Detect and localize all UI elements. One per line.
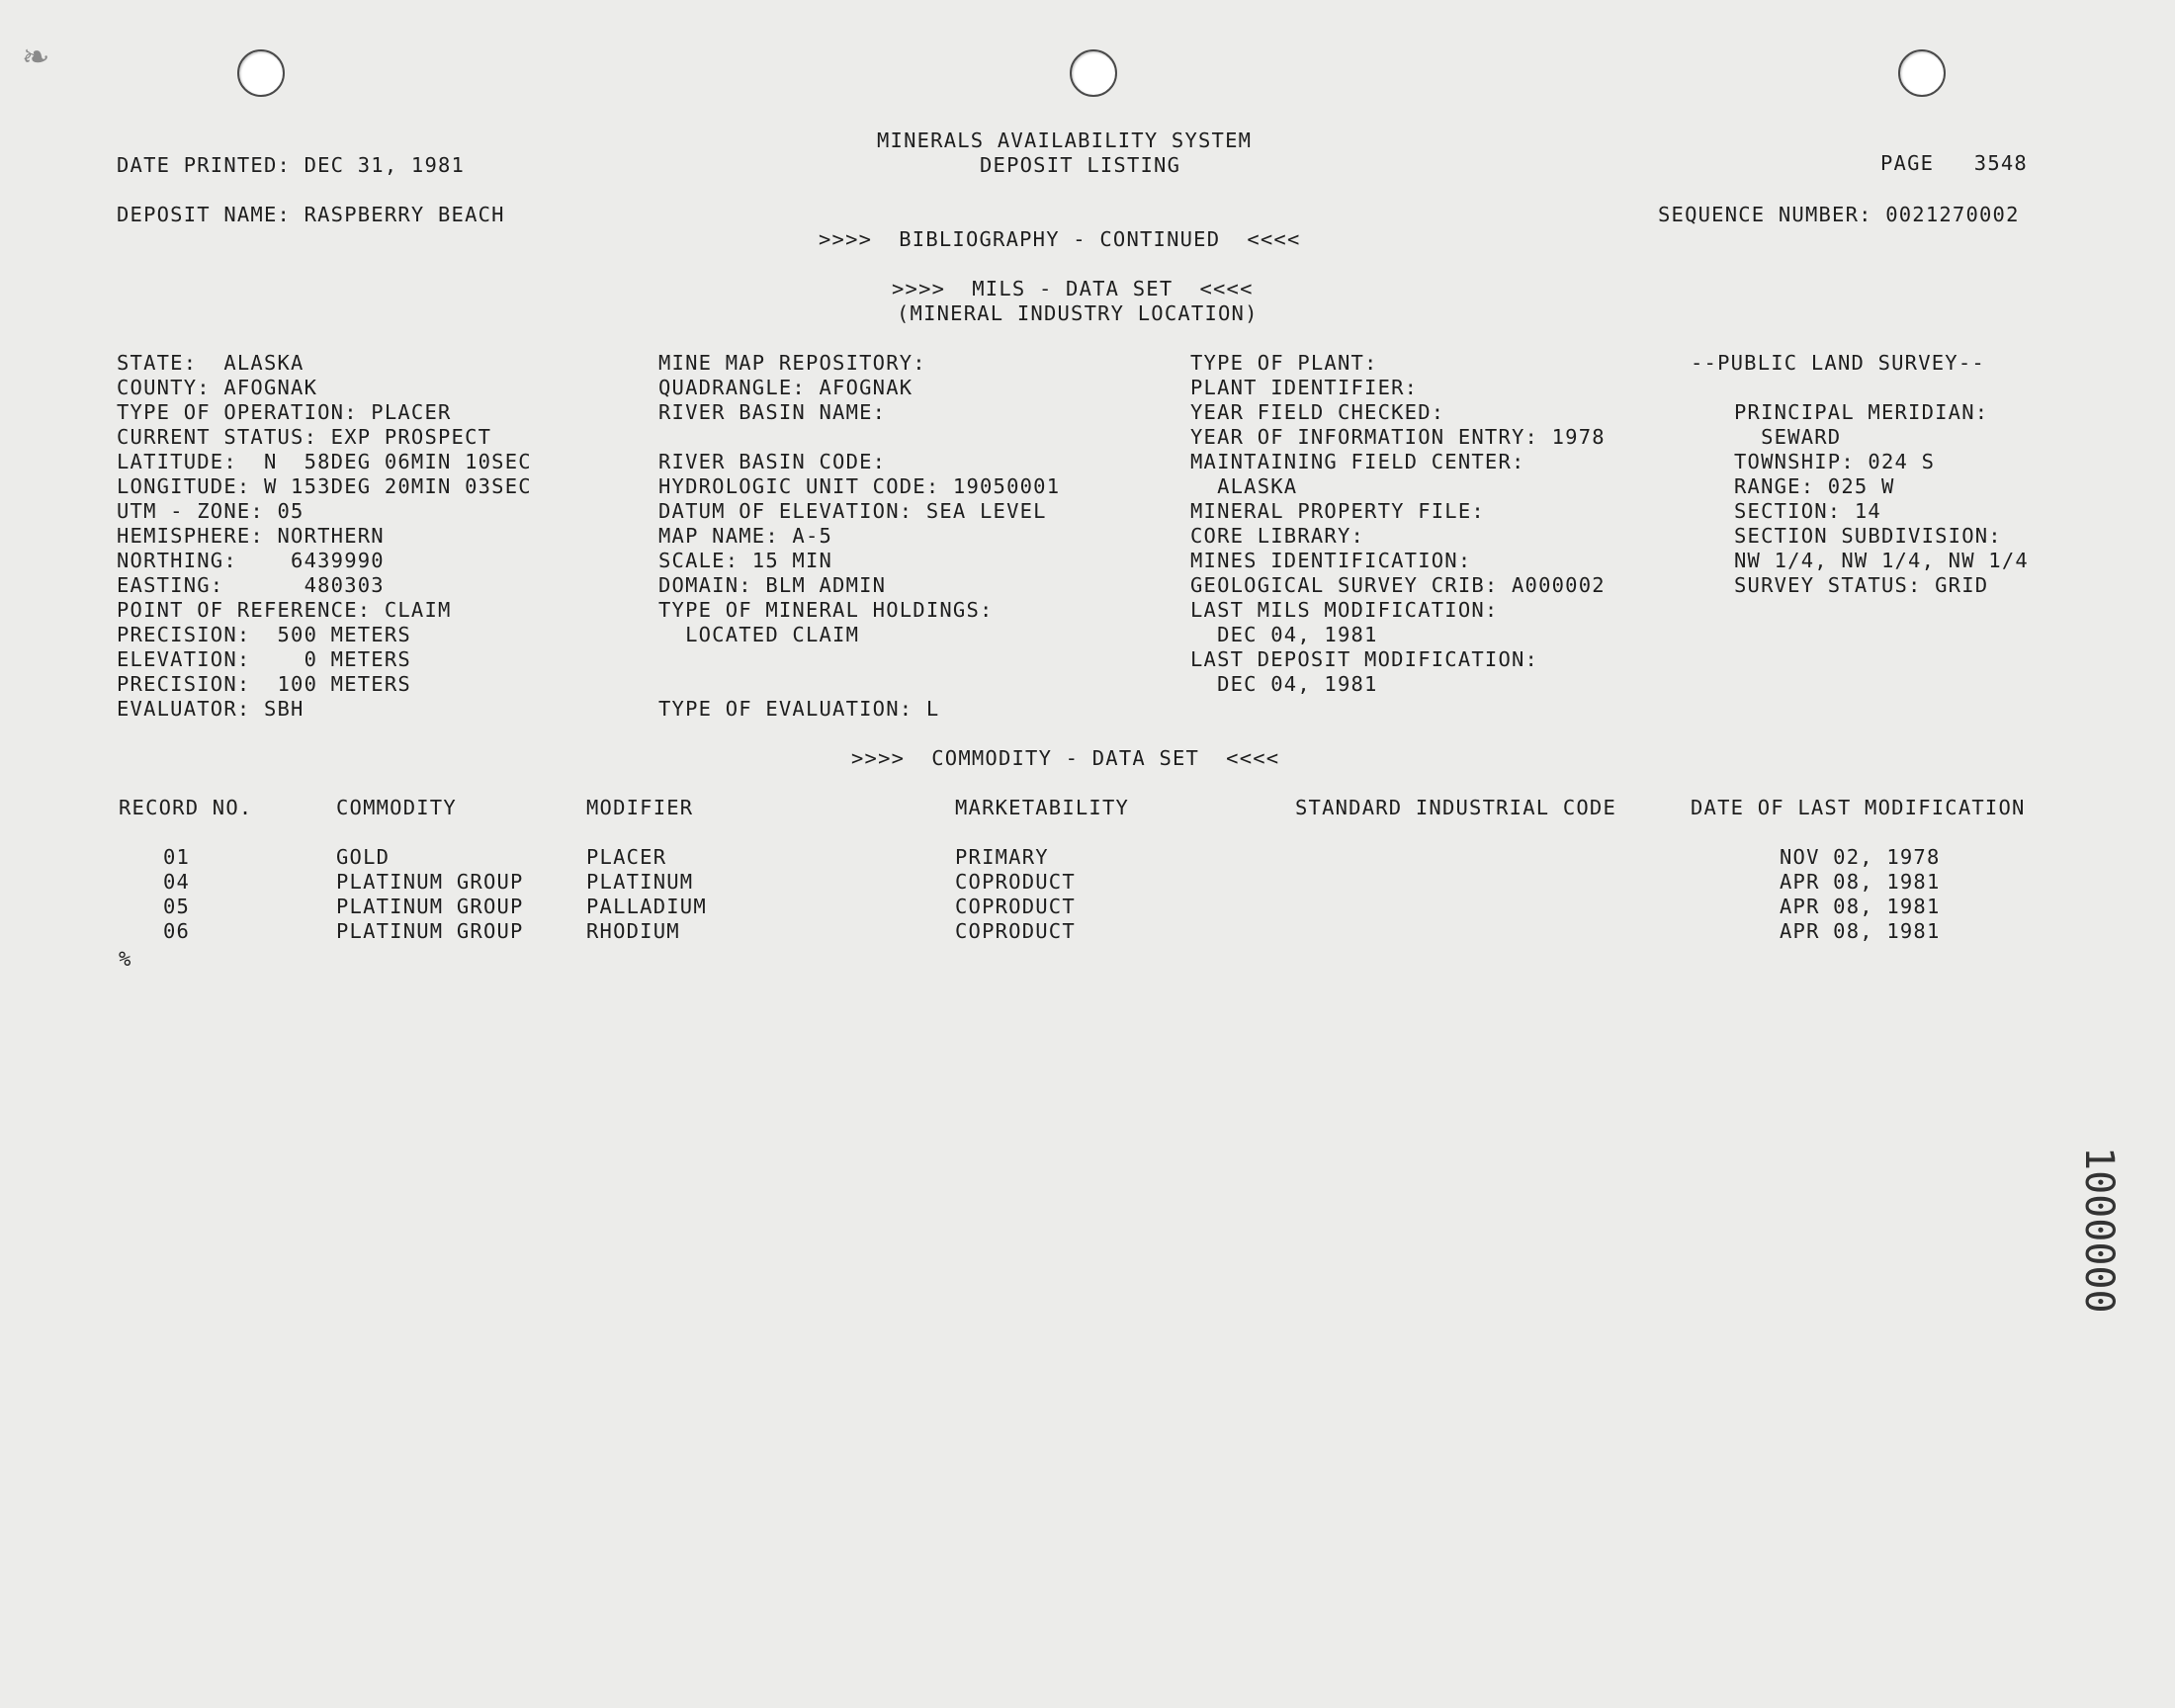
date-cell: APR 08, 1981	[1780, 895, 1941, 918]
field-line: DATUM OF ELEVATION: SEA LEVEL	[658, 499, 1047, 523]
field-line: SURVEY STATUS: GRID	[1734, 573, 1989, 597]
field-line: EVALUATOR: SBH	[117, 697, 304, 721]
record-no: 06	[163, 919, 191, 943]
field-line: NW 1/4, NW 1/4, NW 1/4	[1734, 549, 2029, 572]
marketability-cell: COPRODUCT	[955, 919, 1076, 943]
document-stamp-number	[2071, 1147, 2131, 1315]
corner-scribble-icon: ❧	[22, 38, 50, 77]
commodity-cell: PLATINUM GROUP	[336, 919, 524, 943]
field-line: PLANT IDENTIFIER:	[1190, 376, 1419, 399]
field-line: MINE MAP REPOSITORY:	[658, 351, 926, 375]
date-printed: DATE PRINTED: DEC 31, 1981	[117, 153, 466, 177]
modifier-cell: PALLADIUM	[586, 895, 707, 918]
field-line: LOCATED CLAIM	[658, 623, 860, 646]
column-header: MARKETABILITY	[955, 796, 1130, 819]
field-line: COUNTY: AFOGNAK	[117, 376, 318, 399]
field-line: LAST MILS MODIFICATION:	[1190, 598, 1499, 622]
commodity-cell: PLATINUM GROUP	[336, 870, 524, 894]
page-number: PAGE 3548	[1880, 151, 2028, 175]
field-line: YEAR OF INFORMATION ENTRY: 1978	[1190, 425, 1606, 449]
bibliography-banner: >>>> BIBLIOGRAPHY - CONTINUED <<<<	[819, 227, 1301, 251]
commodity-cell: GOLD	[336, 845, 391, 869]
field-line: SECTION: 14	[1734, 499, 1881, 523]
field-line: EASTING: 480303	[117, 573, 385, 597]
sequence-number: SEQUENCE NUMBER: 0021270002	[1658, 203, 2020, 226]
field-line: CURRENT STATUS: EXP PROSPECT	[117, 425, 492, 449]
field-line: SEWARD	[1734, 425, 1842, 449]
field-line: RIVER BASIN NAME:	[658, 400, 887, 424]
end-mark: %	[119, 947, 132, 971]
mils-subtitle: (MINERAL INDUSTRY LOCATION)	[897, 301, 1259, 325]
field-line: CORE LIBRARY:	[1190, 524, 1365, 548]
field-line: ELEVATION: 0 METERS	[117, 647, 411, 671]
date-cell: APR 08, 1981	[1780, 919, 1941, 943]
field-line: TYPE OF OPERATION: PLACER	[117, 400, 452, 424]
field-line: TOWNSHIP: 024 S	[1734, 450, 1936, 473]
column-header: STANDARD INDUSTRIAL CODE	[1295, 796, 1617, 819]
survey-heading: --PUBLIC LAND SURVEY--	[1691, 351, 1985, 375]
field-line: DEC 04, 1981	[1190, 672, 1378, 696]
field-line: MAP NAME: A-5	[658, 524, 833, 548]
modifier-cell: PLATINUM	[586, 870, 694, 894]
record-no: 01	[163, 845, 191, 869]
marketability-cell: COPRODUCT	[955, 870, 1076, 894]
field-line: MAINTAINING FIELD CENTER:	[1190, 450, 1525, 473]
record-no: 05	[163, 895, 191, 918]
field-line: YEAR FIELD CHECKED:	[1190, 400, 1445, 424]
field-line: DEC 04, 1981	[1190, 623, 1378, 646]
column-header: DATE OF LAST MODIFICATION	[1691, 796, 2026, 819]
listing-title: DEPOSIT LISTING	[980, 153, 1181, 177]
field-line: PRECISION: 100 METERS	[117, 672, 411, 696]
system-title: MINERALS AVAILABILITY SYSTEM	[877, 128, 1253, 152]
field-line: TYPE OF PLANT:	[1190, 351, 1378, 375]
punch-hole-left	[237, 49, 285, 97]
column-header: RECORD NO.	[119, 796, 253, 819]
field-line: PRINCIPAL MERIDIAN:	[1734, 400, 1989, 424]
deposit-name: DEPOSIT NAME: RASPBERRY BEACH	[117, 203, 505, 226]
field-line: QUADRANGLE: AFOGNAK	[658, 376, 914, 399]
field-line: SCALE: 15 MIN	[658, 549, 833, 572]
field-line: UTM - ZONE: 05	[117, 499, 304, 523]
field-line: MINERAL PROPERTY FILE:	[1190, 499, 1485, 523]
field-line: HYDROLOGIC UNIT CODE: 19050001	[658, 474, 1061, 498]
modifier-cell: RHODIUM	[586, 919, 680, 943]
marketability-cell: COPRODUCT	[955, 895, 1076, 918]
modifier-cell: PLACER	[586, 845, 667, 869]
field-line: RIVER BASIN CODE:	[658, 450, 887, 473]
field-line: TYPE OF MINERAL HOLDINGS:	[658, 598, 994, 622]
punch-hole-center	[1070, 49, 1117, 97]
stamp-text: 1000000	[2076, 1147, 2122, 1314]
date-cell: APR 08, 1981	[1780, 870, 1941, 894]
field-line: HEMISPHERE: NORTHERN	[117, 524, 385, 548]
field-line: NORTHING: 6439990	[117, 549, 385, 572]
field-line: DOMAIN: BLM ADMIN	[658, 573, 887, 597]
field-line: STATE: ALASKA	[117, 351, 304, 375]
field-line: RANGE: 025 W	[1734, 474, 1895, 498]
field-line: MINES IDENTIFICATION:	[1190, 549, 1472, 572]
commodity-banner: >>>> COMMODITY - DATA SET <<<<	[851, 746, 1280, 770]
marketability-cell: PRIMARY	[955, 845, 1049, 869]
field-line: ALASKA	[1190, 474, 1298, 498]
field-line: TYPE OF EVALUATION: L	[658, 697, 940, 721]
field-line: LATITUDE: N 58DEG 06MIN 10SEC	[117, 450, 532, 473]
field-line: POINT OF REFERENCE: CLAIM	[117, 598, 452, 622]
field-line: SECTION SUBDIVISION:	[1734, 524, 2002, 548]
mils-banner: >>>> MILS - DATA SET <<<<	[892, 277, 1254, 300]
column-header: COMMODITY	[336, 796, 457, 819]
column-header: MODIFIER	[586, 796, 694, 819]
punch-hole-right	[1898, 49, 1946, 97]
record-no: 04	[163, 870, 191, 894]
field-line: LONGITUDE: W 153DEG 20MIN 03SEC	[117, 474, 532, 498]
commodity-cell: PLATINUM GROUP	[336, 895, 524, 918]
field-line: GEOLOGICAL SURVEY CRIB: A000002	[1190, 573, 1606, 597]
field-line: PRECISION: 500 METERS	[117, 623, 411, 646]
field-line: LAST DEPOSIT MODIFICATION:	[1190, 647, 1539, 671]
date-cell: NOV 02, 1978	[1780, 845, 1941, 869]
